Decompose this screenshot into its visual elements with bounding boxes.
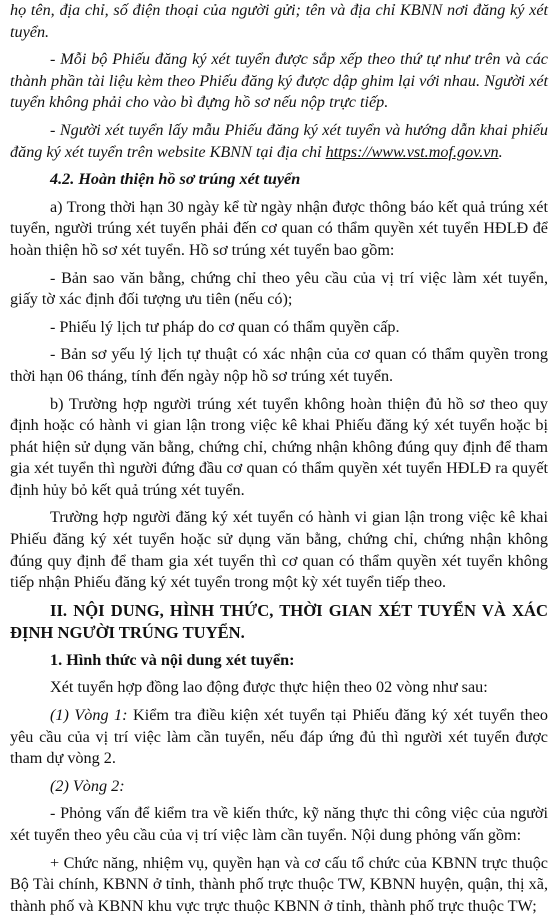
list-item-a3: - Bản sơ yếu lý lịch tự thuật có xác nhận của cơ quan có thẩm quyền trong thời hạn 06 tháng, tính đến ngày nộp hồ sơ trúng xét tuyển. <box>10 345 548 385</box>
paragraph-c: Trường hợp người đăng ký xét tuyển có hành vi gian lận trong việc kê khai Phiếu đăng ký xét tuyển hoặc sử dụng văn bằng, chứng chỉ, chứng nhận không đúng quy định để tham gia xét tuyển thì cơ quan có thẩm quyền xét tuyển không tiếp nhận Phiếu đăng ký xét tuyển trong một kỳ xét tuyển tiếp theo. <box>10 508 548 592</box>
paragraph-rounds: Xét tuyển hợp đồng lao động được thực hiện theo 02 vòng như sau: <box>50 678 488 697</box>
paragraph-form-order: - Mỗi bộ Phiếu đăng ký xét tuyển được sắp xếp theo thứ tự như trên và các thành phần tài liệu kèm theo Phiếu đăng ký được dập ghim lại với nhau. Người xét tuyển không phải cho vào bì đựng hồ sơ nếu nộp trực tiếp. <box>10 50 548 112</box>
list-item-a1: - Bản sao văn bằng, chứng chỉ theo yêu cầu của vị trí việc làm xét tuyển, giấy tờ xác định đối tượng ưu tiên (nếu có); <box>10 268 548 309</box>
form-download-end: . <box>498 142 503 161</box>
round-1-label: (1) Vòng 1: <box>50 706 128 725</box>
paragraph-interview-content: + Chức năng, nhiệm vụ, quyền hạn và cơ cấu tổ chức của KBNN trực thuộc Bộ Tài chính, KBNN ở tỉnh, thành phố trực thuộc TW, KBNN huyện, quận, thị xã, thành phố và KBNN khu vực trực thuộc KBNN ở tỉnh, thành phố trực thuộc TW; <box>10 853 548 915</box>
paragraph-b: b) Trường hợp người trúng xét tuyển không hoàn thiện đủ hồ sơ theo quy định hoặc có hành vi gian lận trong việc kê khai Phiếu đăng ký xét tuyển hoặc bị phát hiện sử dụng văn bằng, chứng chỉ, chứng nhận không đúng quy định để tham gia xét tuyển thì người đứng đầu cơ quan có thẩm quyền xét tuyển HĐLĐ ra quyết định hủy bỏ kết quả trúng xét tuyển. <box>10 394 548 499</box>
paragraph-round-1 <box>10 705 548 770</box>
paragraph-a: a) Trong thời hạn 30 ngày kể từ ngày nhận được thông báo kết quả trúng xét tuyển, người trúng xét tuyển phải đến cơ quan có thẩm quyền xét tuyển HĐLĐ để hoàn thiện hồ sơ xét tuyển. Hồ sơ trúng xét tuyển bao gồm: <box>10 197 548 259</box>
round-1-text: Kiểm tra điều kiện xét tuyển tại Phiếu đăng ký xét tuyển theo yêu cầu của vị trí việc làm cần tuyển, nếu đáp ứng đủ thì người xét tuyển được tham dự vòng 2. <box>10 706 548 768</box>
section-heading-ii: II. NỘI DUNG, HÌNH THỨC, THỜI GIAN XÉT TUYỂN VÀ XÁC ĐỊNH NGƯỜI TRÚNG TUYỂN. <box>10 600 548 642</box>
round-2-label: (2) Vòng 2: <box>50 776 125 795</box>
paragraph-interview: - Phỏng vấn để kiểm tra về kiến thức, kỹ năng thực thi công việc của người xét tuyển theo yêu cầu của vị trí việc làm cần tuyển. Nội dung phỏng vấn gồm: <box>10 804 548 844</box>
heading-1: 1. Hình thức và nội dung xét tuyển: <box>50 650 295 669</box>
form-download-text: - Người xét tuyển lấy mẫu Phiếu đăng ký xét tuyển và hướng dẫn khai phiếu đăng ký xét tuyển trên website KBNN tại địa chỉ <box>10 120 548 161</box>
list-item-a2: - Phiếu lý lịch tư pháp do cơ quan có thẩm quyền cấp. <box>50 317 400 336</box>
website-link[interactable]: https://www.vst.mof.gov.vn <box>325 142 499 161</box>
paragraph-sender-info: họ tên, địa chỉ, số điện thoại của người gửi; tên và địa chỉ KBNN nơi đăng ký xét tuyển. <box>10 1 548 41</box>
paragraph-form-download <box>10 120 548 163</box>
heading-4-2: 4.2. Hoàn thiện hồ sơ trúng xét tuyển <box>50 170 301 189</box>
